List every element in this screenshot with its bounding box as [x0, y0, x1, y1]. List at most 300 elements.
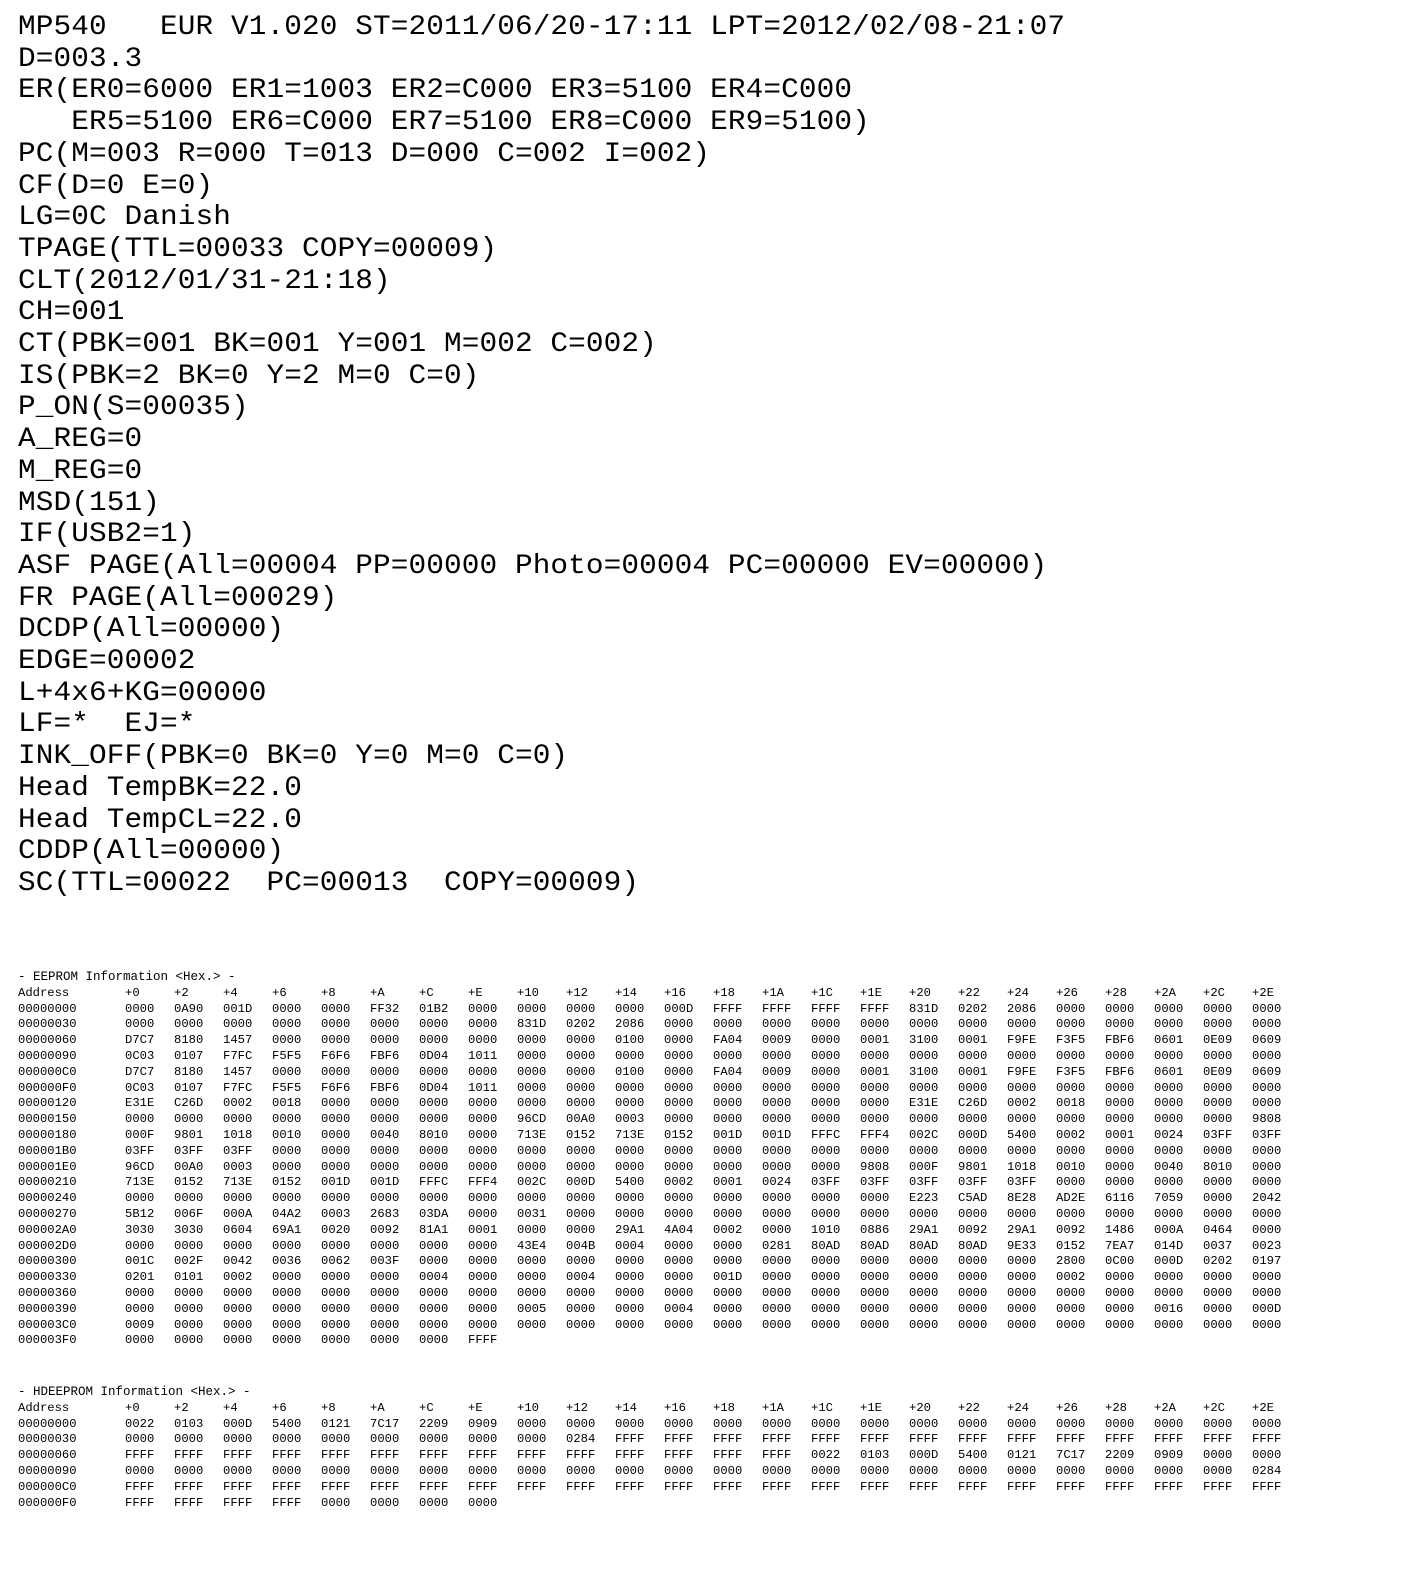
- eeprom-value-cell: 0000: [1252, 1222, 1282, 1237]
- eeprom-value-cell: 2683: [370, 1206, 400, 1221]
- hdeeprom-value-cell: FFFF: [909, 1479, 939, 1494]
- eeprom-value-cell: 0002: [1056, 1127, 1086, 1142]
- eeprom-address-cell: 00000000: [18, 1001, 77, 1016]
- hdeeprom-row: [18, 1432, 1301, 1448]
- eeprom-row: [18, 1065, 1301, 1081]
- eeprom-value-cell: 0000: [419, 1064, 449, 1079]
- hdeeprom-value-cell: FFFF: [517, 1448, 547, 1463]
- hdeeprom-value-cell: FFFF: [125, 1479, 155, 1494]
- hdeeprom-value-cell: 0000: [1007, 1463, 1037, 1478]
- eeprom-value-cell: 0000: [762, 1254, 792, 1269]
- eeprom-value-cell: 0000: [860, 1270, 890, 1285]
- hdeeprom-value-cell: 0000: [370, 1432, 400, 1447]
- eeprom-value-cell: FFFC: [419, 1175, 449, 1190]
- eeprom-value-cell: 0002: [223, 1270, 253, 1285]
- eeprom-value-cell: 0000: [615, 1159, 645, 1174]
- hdeeprom-offset-header: +16: [664, 1400, 686, 1415]
- eeprom-value-cell: 1010: [811, 1222, 841, 1237]
- eeprom-value-cell: 002C: [517, 1175, 547, 1190]
- hdeeprom-value-cell: 0000: [223, 1463, 253, 1478]
- eeprom-offset-header: +12: [566, 985, 588, 1000]
- eeprom-address-cell: 00000180: [18, 1127, 77, 1142]
- hdeeprom-value-cell: 0000: [566, 1463, 596, 1478]
- eeprom-value-cell: 0000: [1105, 1143, 1135, 1158]
- eeprom-value-cell: 0000: [223, 1017, 253, 1032]
- eeprom-value-cell: F5F5: [272, 1080, 302, 1095]
- eeprom-value-cell: 03FF: [860, 1175, 890, 1190]
- hdeeprom-value-cell: FFFF: [762, 1479, 792, 1494]
- hdeeprom-value-cell: FFFF: [615, 1479, 645, 1494]
- eeprom-value-cell: 96CD: [125, 1159, 155, 1174]
- eeprom-value-cell: 0202: [1203, 1254, 1233, 1269]
- eeprom-value-cell: 0000: [615, 1301, 645, 1316]
- hdeeprom-value-cell: 0000: [762, 1416, 792, 1431]
- eeprom-value-cell: 000F: [909, 1159, 939, 1174]
- eeprom-value-cell: 0000: [1203, 1096, 1233, 1111]
- eeprom-value-cell: 0000: [811, 1285, 841, 1300]
- eeprom-value-cell: 0000: [125, 1112, 155, 1127]
- hdeeprom-value-cell: 0000: [370, 1463, 400, 1478]
- eeprom-value-cell: C26D: [958, 1096, 988, 1111]
- eeprom-offset-header: +1A: [762, 985, 784, 1000]
- eeprom-value-cell: 03FF: [1007, 1175, 1037, 1190]
- eeprom-value-cell: FBF6: [1105, 1033, 1135, 1048]
- hdeeprom-value-cell: 0284: [566, 1432, 596, 1447]
- eeprom-value-cell: 0000: [664, 1159, 694, 1174]
- eeprom-value-cell: 8180: [174, 1064, 204, 1079]
- eeprom-value-cell: 03FF: [909, 1175, 939, 1190]
- eeprom-value-cell: FFFF: [468, 1333, 498, 1348]
- hdeeprom-offset-header: +1A: [762, 1400, 784, 1415]
- eeprom-value-cell: 0886: [860, 1222, 890, 1237]
- eeprom-value-cell: 0000: [566, 1317, 596, 1332]
- eeprom-value-cell: 0000: [811, 1191, 841, 1206]
- eeprom-value-cell: 0000: [370, 1238, 400, 1253]
- eeprom-value-cell: 0000: [1154, 1096, 1184, 1111]
- eeprom-value-cell: 0000: [664, 1080, 694, 1095]
- eeprom-value-cell: 0000: [321, 1112, 351, 1127]
- eeprom-value-cell: 2086: [615, 1017, 645, 1032]
- hdeeprom-value-cell: 000D: [909, 1448, 939, 1463]
- eeprom-value-cell: 0000: [566, 1301, 596, 1316]
- eeprom-value-cell: 0000: [615, 1048, 645, 1063]
- eeprom-value-cell: 0000: [1056, 1317, 1086, 1332]
- eeprom-value-cell: 0000: [321, 1317, 351, 1332]
- eeprom-value-cell: 0000: [223, 1285, 253, 1300]
- hdeeprom-value-cell: FFFF: [860, 1479, 890, 1494]
- eeprom-value-cell: 0000: [713, 1317, 743, 1332]
- hdeeprom-value-cell: 0000: [125, 1463, 155, 1478]
- eeprom-value-cell: 0000: [811, 1254, 841, 1269]
- eeprom-value-cell: 0464: [1203, 1222, 1233, 1237]
- eeprom-value-cell: 0000: [419, 1159, 449, 1174]
- eeprom-value-cell: 831D: [517, 1017, 547, 1032]
- eeprom-value-cell: 0000: [1154, 1080, 1184, 1095]
- eeprom-value-cell: 004B: [566, 1238, 596, 1253]
- hdeeprom-value-cell: 0022: [811, 1448, 841, 1463]
- hdeeprom-value-cell: FFFF: [272, 1479, 302, 1494]
- hdeeprom-value-cell: 0000: [1105, 1463, 1135, 1478]
- eeprom-value-cell: 001D: [713, 1270, 743, 1285]
- eeprom-value-cell: 0000: [664, 1254, 694, 1269]
- hdeeprom-value-cell: FFFF: [125, 1448, 155, 1463]
- eeprom-value-cell: FFFF: [860, 1001, 890, 1016]
- eeprom-value-cell: 43E4: [517, 1238, 547, 1253]
- hdeeprom-value-cell: 5400: [958, 1448, 988, 1463]
- eeprom-value-cell: 0000: [713, 1143, 743, 1158]
- eeprom-value-cell: 0037: [1203, 1238, 1233, 1253]
- hdeeprom-value-cell: FFFF: [1154, 1432, 1184, 1447]
- hdeeprom-value-cell: FFFF: [762, 1432, 792, 1447]
- hdeeprom-address-cell: 00000060: [18, 1448, 77, 1463]
- info-line: MSD(151): [18, 487, 160, 519]
- eeprom-value-cell: 0042: [223, 1254, 253, 1269]
- eeprom-value-cell: 0000: [1007, 1112, 1037, 1127]
- hdeeprom-address-header: Address: [18, 1400, 70, 1415]
- eeprom-value-cell: 0000: [713, 1112, 743, 1127]
- hdeeprom-value-cell: FFFF: [419, 1479, 449, 1494]
- hdeeprom-offset-header: +4: [223, 1400, 238, 1415]
- hdeeprom-value-cell: 0000: [223, 1432, 253, 1447]
- eeprom-value-cell: 0000: [566, 1064, 596, 1079]
- hdeeprom-value-cell: 0000: [272, 1463, 302, 1478]
- info-line: P_ON(S=00035): [18, 392, 249, 424]
- eeprom-value-cell: 0000: [860, 1096, 890, 1111]
- eeprom-value-cell: 6116: [1105, 1191, 1135, 1206]
- hdeeprom-offset-header: +22: [958, 1400, 980, 1415]
- eeprom-value-cell: 0000: [664, 1270, 694, 1285]
- eeprom-value-cell: 0000: [125, 1333, 155, 1348]
- hdeeprom-value-cell: FFFF: [321, 1479, 351, 1494]
- hdeeprom-value-cell: 0000: [321, 1432, 351, 1447]
- eeprom-value-cell: 0000: [1105, 1017, 1135, 1032]
- eeprom-value-cell: 0000: [468, 1143, 498, 1158]
- eeprom-value-cell: 03FF: [1203, 1127, 1233, 1142]
- eeprom-value-cell: 014D: [1154, 1238, 1184, 1253]
- eeprom-value-cell: 0000: [321, 1064, 351, 1079]
- eeprom-value-cell: 0000: [1154, 1270, 1184, 1285]
- eeprom-value-cell: 0000: [664, 1285, 694, 1300]
- eeprom-value-cell: 0000: [1105, 1285, 1135, 1300]
- eeprom-value-cell: 0000: [713, 1080, 743, 1095]
- hdeeprom-value-cell: FFFF: [1203, 1432, 1233, 1447]
- eeprom-value-cell: 0002: [713, 1222, 743, 1237]
- eeprom-value-cell: 0000: [272, 1301, 302, 1316]
- info-line: TPAGE(TTL=00033 COPY=00009): [18, 233, 498, 265]
- eeprom-value-cell: 0000: [1007, 1270, 1037, 1285]
- eeprom-value-cell: 0000: [762, 1301, 792, 1316]
- eeprom-offset-header: +C: [419, 985, 434, 1000]
- eeprom-value-cell: 0000: [566, 1001, 596, 1016]
- eeprom-value-cell: F6F6: [321, 1080, 351, 1095]
- eeprom-value-cell: 0000: [174, 1301, 204, 1316]
- eeprom-value-cell: 0000: [272, 1017, 302, 1032]
- eeprom-value-cell: 0000: [468, 1254, 498, 1269]
- eeprom-value-cell: 0009: [762, 1064, 792, 1079]
- eeprom-value-cell: 0000: [762, 1285, 792, 1300]
- hdeeprom-offset-header: +26: [1056, 1400, 1078, 1415]
- eeprom-value-cell: 0000: [370, 1143, 400, 1158]
- eeprom-value-cell: 01B2: [419, 1001, 449, 1016]
- hdeeprom-value-cell: 2209: [419, 1416, 449, 1431]
- eeprom-value-cell: 0002: [1056, 1270, 1086, 1285]
- eeprom-value-cell: 0000: [321, 1096, 351, 1111]
- hdeeprom-value-cell: FFFF: [174, 1448, 204, 1463]
- eeprom-value-cell: 04A2: [272, 1206, 302, 1221]
- eeprom-value-cell: 0000: [664, 1206, 694, 1221]
- eeprom-value-cell: 0000: [1007, 1017, 1037, 1032]
- eeprom-value-cell: FFFF: [811, 1001, 841, 1016]
- eeprom-value-cell: 0003: [223, 1159, 253, 1174]
- eeprom-value-cell: E223: [909, 1191, 939, 1206]
- eeprom-value-cell: 0000: [909, 1017, 939, 1032]
- eeprom-value-cell: 0000: [566, 1254, 596, 1269]
- eeprom-value-cell: 0000: [566, 1222, 596, 1237]
- hdeeprom-offset-header: +2A: [1154, 1400, 1176, 1415]
- eeprom-value-cell: 0000: [811, 1301, 841, 1316]
- eeprom-value-cell: 80AD: [958, 1238, 988, 1253]
- eeprom-value-cell: 0000: [468, 1127, 498, 1142]
- hdeeprom-row: [18, 1480, 1301, 1496]
- eeprom-value-cell: 0C03: [125, 1048, 155, 1063]
- eeprom-value-cell: 69A1: [272, 1222, 302, 1237]
- eeprom-row: [18, 1223, 1301, 1239]
- hdeeprom-offset-header: +20: [909, 1400, 931, 1415]
- hdeeprom-offset-header: +10: [517, 1400, 539, 1415]
- eeprom-value-cell: 0000: [860, 1143, 890, 1158]
- eeprom-value-cell: 0000: [1154, 1017, 1184, 1032]
- eeprom-value-cell: 0000: [615, 1191, 645, 1206]
- eeprom-value-cell: 0000: [860, 1317, 890, 1332]
- eeprom-value-cell: 1486: [1105, 1222, 1135, 1237]
- eeprom-value-cell: 0000: [468, 1191, 498, 1206]
- hdeeprom-value-cell: 7C17: [1056, 1448, 1086, 1463]
- eeprom-value-cell: 0000: [321, 1001, 351, 1016]
- eeprom-value-cell: 0000: [664, 1191, 694, 1206]
- eeprom-value-cell: 000F: [125, 1127, 155, 1142]
- eeprom-value-cell: 0000: [1252, 1206, 1282, 1221]
- hdeeprom-value-cell: FFFF: [1154, 1479, 1184, 1494]
- eeprom-value-cell: 0000: [615, 1317, 645, 1332]
- eeprom-value-cell: 0000: [468, 1301, 498, 1316]
- eeprom-value-cell: 9808: [1252, 1112, 1282, 1127]
- eeprom-value-cell: 0000: [909, 1270, 939, 1285]
- eeprom-value-cell: 0000: [664, 1048, 694, 1063]
- eeprom-value-cell: 0609: [1252, 1033, 1282, 1048]
- eeprom-value-cell: 0A90: [174, 1001, 204, 1016]
- eeprom-value-cell: 0000: [566, 1191, 596, 1206]
- eeprom-value-cell: 0000: [1056, 1301, 1086, 1316]
- hdeeprom-address-cell: 00000090: [18, 1463, 77, 1478]
- eeprom-value-cell: F3F5: [1056, 1064, 1086, 1079]
- eeprom-value-cell: 0000: [762, 1048, 792, 1063]
- eeprom-value-cell: 0000: [958, 1112, 988, 1127]
- eeprom-value-cell: 0000: [1007, 1080, 1037, 1095]
- eeprom-value-cell: 0016: [1154, 1301, 1184, 1316]
- eeprom-value-cell: 0000: [174, 1317, 204, 1332]
- eeprom-value-cell: FBF6: [370, 1080, 400, 1095]
- eeprom-offset-header: +16: [664, 985, 686, 1000]
- eeprom-row: [18, 1286, 1301, 1302]
- hdeeprom-value-cell: 0000: [419, 1432, 449, 1447]
- eeprom-value-cell: 0000: [1007, 1301, 1037, 1316]
- eeprom-value-cell: 0000: [860, 1301, 890, 1316]
- hdeeprom-value-cell: FFFF: [1056, 1432, 1086, 1447]
- eeprom-value-cell: 0092: [958, 1222, 988, 1237]
- eeprom-value-cell: 0000: [1252, 1096, 1282, 1111]
- eeprom-value-cell: 0000: [468, 1001, 498, 1016]
- eeprom-value-cell: 0000: [860, 1017, 890, 1032]
- info-line: CF(D=0 E=0): [18, 170, 214, 202]
- eeprom-address-cell: 000002D0: [18, 1238, 77, 1253]
- eeprom-value-cell: 0000: [615, 1080, 645, 1095]
- eeprom-value-cell: 03DA: [419, 1206, 449, 1221]
- eeprom-value-cell: 0000: [713, 1096, 743, 1111]
- hdeeprom-value-cell: FFFF: [1007, 1479, 1037, 1494]
- eeprom-address-cell: 000002A0: [18, 1222, 77, 1237]
- hdeeprom-value-cell: FFFF: [321, 1448, 351, 1463]
- eeprom-value-cell: 0000: [223, 1238, 253, 1253]
- hdeeprom-value-cell: 0000: [713, 1416, 743, 1431]
- eeprom-row: [18, 1002, 1301, 1018]
- eeprom-value-cell: 0000: [909, 1206, 939, 1221]
- eeprom-value-cell: 0000: [1105, 1096, 1135, 1111]
- eeprom-row: [18, 1175, 1301, 1191]
- eeprom-value-cell: 001D: [321, 1175, 351, 1190]
- eeprom-value-cell: 0040: [370, 1127, 400, 1142]
- eeprom-value-cell: 0010: [272, 1127, 302, 1142]
- eeprom-value-cell: 0001: [958, 1064, 988, 1079]
- eeprom-value-cell: 0000: [1007, 1143, 1037, 1158]
- eeprom-value-cell: 0000: [1252, 1080, 1282, 1095]
- eeprom-value-cell: 29A1: [1007, 1222, 1037, 1237]
- eeprom-row: [18, 1096, 1301, 1112]
- eeprom-value-cell: 0000: [517, 1064, 547, 1079]
- eeprom-value-cell: 0C00: [1105, 1254, 1135, 1269]
- hdeeprom-value-cell: 0000: [468, 1463, 498, 1478]
- eeprom-value-cell: 0000: [1203, 1317, 1233, 1332]
- eeprom-value-cell: 03FF: [1252, 1127, 1282, 1142]
- eeprom-value-cell: 0000: [615, 1001, 645, 1016]
- info-line: D=003.3: [18, 43, 143, 75]
- eeprom-value-cell: 0604: [223, 1222, 253, 1237]
- eeprom-address-cell: 000003F0: [18, 1333, 77, 1348]
- eeprom-value-cell: FBF6: [1105, 1064, 1135, 1079]
- eeprom-value-cell: 0000: [1203, 1206, 1233, 1221]
- eeprom-value-cell: 0000: [517, 1033, 547, 1048]
- eeprom-address-cell: 00000360: [18, 1285, 77, 1300]
- hdeeprom-value-cell: 0103: [174, 1416, 204, 1431]
- eeprom-value-cell: 0002: [223, 1096, 253, 1111]
- eeprom-value-cell: 0000: [909, 1301, 939, 1316]
- eeprom-value-cell: 0000: [762, 1206, 792, 1221]
- hdeeprom-value-cell: FFFF: [272, 1495, 302, 1510]
- eeprom-value-cell: 0036: [272, 1254, 302, 1269]
- eeprom-value-cell: 0000: [321, 1191, 351, 1206]
- eeprom-value-cell: 0000: [419, 1112, 449, 1127]
- eeprom-value-cell: 0000: [958, 1048, 988, 1063]
- eeprom-value-cell: 0003: [615, 1112, 645, 1127]
- eeprom-value-cell: 0000: [370, 1317, 400, 1332]
- hdeeprom-offset-header: +A: [370, 1400, 385, 1415]
- eeprom-value-cell: 0000: [1154, 1001, 1184, 1016]
- eeprom-value-cell: 7EA7: [1105, 1238, 1135, 1253]
- eeprom-value-cell: 0000: [517, 1096, 547, 1111]
- eeprom-value-cell: 0040: [1154, 1159, 1184, 1174]
- hdeeprom-value-cell: 2209: [1105, 1448, 1135, 1463]
- eeprom-value-cell: 0197: [1252, 1254, 1282, 1269]
- eeprom-row: [18, 1049, 1301, 1065]
- hdeeprom-value-cell: 0000: [517, 1463, 547, 1478]
- eeprom-value-cell: FBF6: [370, 1048, 400, 1063]
- eeprom-value-cell: 0000: [468, 1317, 498, 1332]
- eeprom-address-cell: 000001B0: [18, 1143, 77, 1158]
- eeprom-value-cell: 0000: [762, 1317, 792, 1332]
- eeprom-value-cell: 0281: [762, 1238, 792, 1253]
- eeprom-value-cell: 0000: [1154, 1112, 1184, 1127]
- eeprom-value-cell: 0000: [958, 1285, 988, 1300]
- info-line: CDDP(All=00000): [18, 836, 285, 868]
- eeprom-value-cell: 8010: [419, 1127, 449, 1142]
- eeprom-row: [18, 1033, 1301, 1049]
- hdeeprom-value-cell: FFFF: [811, 1432, 841, 1447]
- eeprom-value-cell: F6F6: [321, 1048, 351, 1063]
- eeprom-value-cell: 0000: [1105, 1112, 1135, 1127]
- eeprom-offset-header: +14: [615, 985, 637, 1000]
- eeprom-value-cell: 0000: [272, 1112, 302, 1127]
- eeprom-value-cell: 0000: [468, 1017, 498, 1032]
- eeprom-value-cell: 0101: [174, 1270, 204, 1285]
- eeprom-value-cell: FF32: [370, 1001, 400, 1016]
- eeprom-value-cell: 0000: [517, 1001, 547, 1016]
- eeprom-value-cell: 0000: [1105, 1159, 1135, 1174]
- eeprom-value-cell: 7059: [1154, 1191, 1184, 1206]
- eeprom-value-cell: 96CD: [517, 1112, 547, 1127]
- info-line: MP540 EUR V1.020 ST=2011/06/20-17:11 LPT=2012/02/08-21:07: [18, 12, 1066, 43]
- eeprom-value-cell: 0000: [958, 1254, 988, 1269]
- eeprom-value-cell: 0202: [958, 1001, 988, 1016]
- eeprom-value-cell: 0000: [272, 1285, 302, 1300]
- hdeeprom-section: [18, 1385, 1388, 1511]
- hdeeprom-offset-header: +8: [321, 1400, 336, 1415]
- eeprom-value-cell: 0000: [223, 1333, 253, 1348]
- hdeeprom-offset-header: +0: [125, 1400, 140, 1415]
- eeprom-value-cell: 0000: [860, 1112, 890, 1127]
- eeprom-value-cell: 0000: [125, 1238, 155, 1253]
- eeprom-value-cell: 0000: [1203, 1112, 1233, 1127]
- eeprom-value-cell: 0000: [1252, 1175, 1282, 1190]
- eeprom-value-cell: 000D: [664, 1001, 694, 1016]
- eeprom-value-cell: 0000: [958, 1017, 988, 1032]
- eeprom-value-cell: 0000: [1105, 1301, 1135, 1316]
- eeprom-value-cell: 0004: [419, 1270, 449, 1285]
- hdeeprom-value-cell: 0000: [321, 1463, 351, 1478]
- eeprom-value-cell: 0000: [1203, 1285, 1233, 1300]
- eeprom-value-cell: 0000: [958, 1317, 988, 1332]
- eeprom-value-cell: 000A: [1154, 1222, 1184, 1237]
- hdeeprom-value-cell: 0103: [860, 1448, 890, 1463]
- eeprom-value-cell: 0000: [468, 1096, 498, 1111]
- eeprom-offset-header: +2: [174, 985, 189, 1000]
- eeprom-value-cell: 0000: [1203, 1301, 1233, 1316]
- eeprom-value-cell: 8E28: [1007, 1191, 1037, 1206]
- hdeeprom-value-cell: FFFF: [664, 1479, 694, 1494]
- hdeeprom-value-cell: FFFF: [468, 1479, 498, 1494]
- eeprom-value-cell: 0000: [272, 1317, 302, 1332]
- hdeeprom-value-cell: 0000: [1252, 1448, 1282, 1463]
- eeprom-value-cell: 0000: [468, 1033, 498, 1048]
- hdeeprom-value-cell: 0000: [468, 1495, 498, 1510]
